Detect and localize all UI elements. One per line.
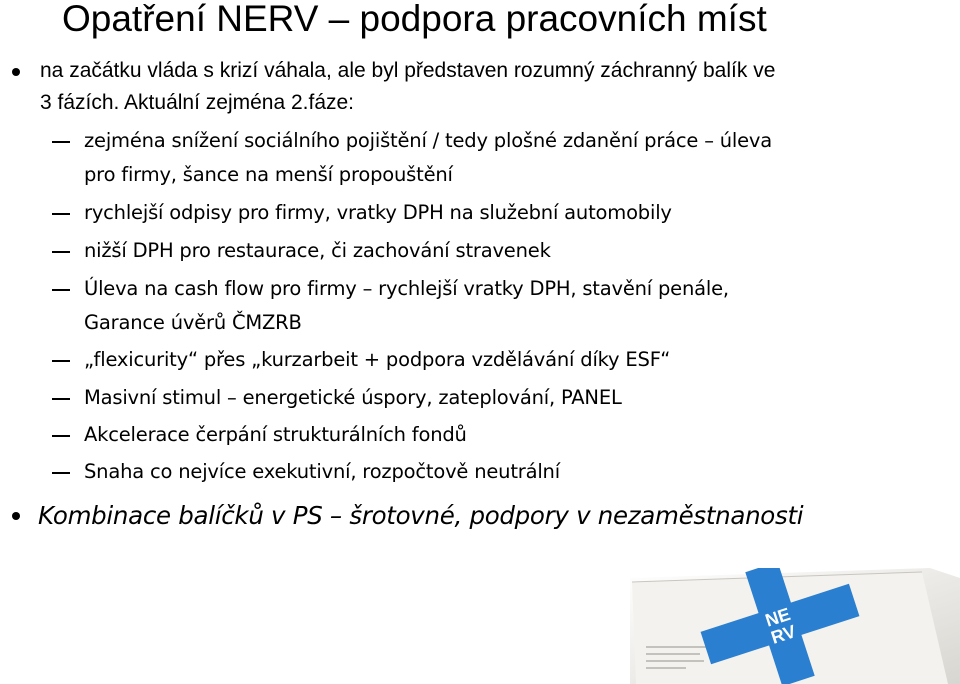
subitem-4-line-2: Garance úvěrů ČMZRB <box>84 311 302 334</box>
intro-line-1: na začátku vláda s krizí váhala, ale byl představen rozumný záchranný balík ve <box>40 59 776 82</box>
dash-marker <box>52 398 70 400</box>
subitem-1-line-2: pro firmy, šance na menší propouštění <box>84 163 453 186</box>
intro-line-2: 3 fázích. Aktuální zejména 2.fáze: <box>40 91 355 114</box>
dash-marker <box>52 360 70 362</box>
dash-marker <box>52 141 70 143</box>
subitem-6: Masivní stimul – energetické úspory, zateplování, PANEL <box>84 386 622 409</box>
dash-marker <box>52 472 70 474</box>
logo-text-bottom: RV <box>768 621 799 648</box>
subitem-8: Snaha co nejvíce exekutivní, rozpočtově neutrální <box>84 460 560 483</box>
logo-text-top: NE <box>762 603 793 631</box>
subitem-7: Akcelerace čerpání strukturálních fondů <box>84 423 467 446</box>
dash-marker <box>52 289 70 291</box>
subitem-3: nižší DPH pro restaurace, či zachování stravenek <box>84 239 551 262</box>
dash-marker <box>52 213 70 215</box>
bullet-marker <box>12 512 20 520</box>
nerv-report-photo <box>630 568 960 684</box>
slide-title: Opatření NERV – podpora pracovních míst <box>62 0 767 39</box>
nerv-report-illustration <box>630 568 960 684</box>
subitem-1-line-1: zejména snížení sociálního pojištění / tedy plošné zdanění práce – úleva <box>84 129 773 152</box>
subitem-2: rychlejší odpisy pro firmy, vratky DPH na služební automobily <box>84 201 672 224</box>
bullet-marker <box>12 68 20 76</box>
last-bullet: Kombinace balíčků v PS – šrotovné, podpory v nezaměstnanosti <box>38 501 804 530</box>
dash-marker <box>52 435 70 437</box>
subitem-4-line-1: Úleva na cash flow pro firmy – rychlejší vratky DPH, stavění penále, <box>84 277 729 300</box>
dash-marker <box>52 251 70 253</box>
subitem-5: „flexicurity“ přes „kurzarbeit + podpora vzdělávání díky ESF“ <box>84 348 671 371</box>
